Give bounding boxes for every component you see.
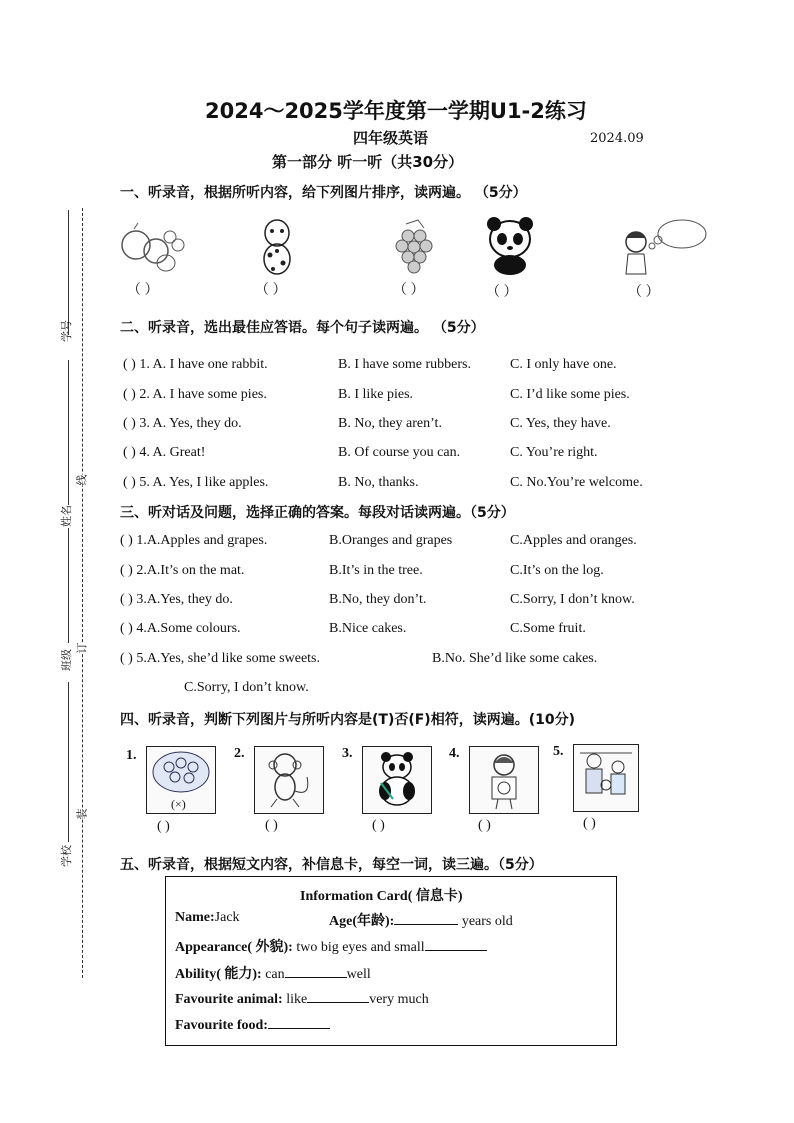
spotted-dog-picture xyxy=(255,215,300,277)
panda-s4-picture xyxy=(362,746,432,814)
s4-num-1: 1. xyxy=(126,748,137,763)
school-label: 学校 xyxy=(60,845,73,867)
card-age-row xyxy=(329,910,513,930)
section1-title: 一、听录音，根据所听内容，给下列图片排序，读两遍。 （5分） xyxy=(120,185,527,201)
grapes-picture xyxy=(388,218,438,276)
name-blank xyxy=(68,360,69,505)
ability-prefix: can xyxy=(265,967,285,982)
subtitle: 四年级英语 xyxy=(353,129,429,147)
age-label: Age(年龄): xyxy=(329,914,395,929)
s3-q1-c: C.Apples and oranges. xyxy=(510,533,637,548)
ability-suffix: well xyxy=(346,967,371,982)
answer-paren[interactable]: （ ） xyxy=(486,285,518,300)
food-label: Favourite food: xyxy=(175,1018,268,1033)
s2-q2-c: C. I’d like some pies. xyxy=(510,387,630,402)
zhuang-mark: 装 xyxy=(75,808,89,820)
card-ability-row xyxy=(175,963,371,983)
student-no-blank xyxy=(68,210,69,335)
s2-q5-a: ( ) 5. A. Yes, I like apples. xyxy=(123,475,269,490)
answer-paren[interactable]: （ ） xyxy=(255,283,287,298)
s2-q1-b: B. I have some rubbers. xyxy=(338,357,471,372)
answer-paren[interactable]: （ ） xyxy=(127,283,159,298)
grape-icon xyxy=(164,231,176,243)
section2-title: 二、听录音，选出最佳应答语。每个句子读两遍。 （5分） xyxy=(120,320,485,336)
line-mark: 线 xyxy=(75,474,89,486)
s3-q3-a: ( ) 3.A.Yes, they do. xyxy=(120,592,233,607)
girl-dreaming-picture xyxy=(620,216,710,276)
s2-q2-a: ( ) 2. A. I have some pies. xyxy=(123,387,267,402)
animal-blank[interactable] xyxy=(307,990,369,1003)
name-label: 姓名 xyxy=(60,505,73,527)
s3-q5-c: C.Sorry, I don’t know. xyxy=(184,680,309,695)
s3-q4-b: B.Nice cakes. xyxy=(329,621,407,636)
monkey-picture xyxy=(254,746,324,814)
part-title: 第一部分 听一听（共30分） xyxy=(272,153,464,171)
s2-q3-b: B. No, they aren’t. xyxy=(338,416,442,431)
name-value: Jack xyxy=(214,910,240,925)
s4-num-5: 5. xyxy=(553,744,564,759)
card-heading: Information Card( 信息卡) xyxy=(300,889,463,904)
s2-q1-c: C. I only have one. xyxy=(510,357,617,372)
s2-q1-a: ( ) 1. A. I have one rabbit. xyxy=(123,357,268,372)
appearance-blank[interactable] xyxy=(425,938,487,951)
s3-q5-b: B.No. She’d like some cakes. xyxy=(432,651,598,666)
grape-icon xyxy=(172,239,184,251)
card-name-row xyxy=(175,910,240,926)
s3-q3-b: B.No, they don’t. xyxy=(329,592,427,607)
class-blank xyxy=(68,528,69,643)
s3-q2-c: C.It’s on the log. xyxy=(510,563,604,578)
ability-blank[interactable] xyxy=(285,965,347,978)
s3-q2-b: B.It’s in the tree. xyxy=(329,563,423,578)
s2-q3-a: ( ) 3. A. Yes, they do. xyxy=(123,416,242,431)
appearance-label: Appearance( 外貌): xyxy=(175,940,293,955)
s3-q5-a: ( ) 5.A.Yes, she’d like some sweets. xyxy=(120,651,320,666)
answer-paren[interactable]: （ ） xyxy=(628,285,660,300)
s2-q4-b: B. Of course you can. xyxy=(338,445,461,460)
s2-q3-c: C. Yes, they have. xyxy=(510,416,611,431)
student-no-label: 学号 xyxy=(60,320,73,342)
s2-q4-a: ( ) 4. A. Great! xyxy=(123,445,206,460)
card-food-row xyxy=(175,1016,330,1034)
s2-q5-b: B. No, thanks. xyxy=(338,475,419,490)
page-title: 2024～2025学年度第一学期U1-2练习 xyxy=(205,99,587,123)
class-label: 班级 xyxy=(60,649,73,671)
card-appearance-row xyxy=(175,936,487,956)
ding-mark: 订 xyxy=(75,642,89,654)
information-card xyxy=(165,876,617,1046)
s4-answer-3[interactable]: ( ) xyxy=(372,818,385,833)
animal-label: Favourite animal: xyxy=(175,992,283,1007)
s2-q2-b: B. I like pies. xyxy=(338,387,414,402)
food-blank[interactable] xyxy=(268,1016,330,1029)
animal-prefix: like xyxy=(286,992,308,1007)
s4-answer-5[interactable]: ( ) xyxy=(583,816,596,831)
fruit-basket-picture xyxy=(118,215,188,275)
family-picture xyxy=(573,744,639,812)
s3-q1-b: B.Oranges and grapes xyxy=(329,533,453,548)
s4-answer-1[interactable]: ( ) xyxy=(157,819,170,834)
answer-paren[interactable]: （ ） xyxy=(393,283,425,298)
s3-q4-a: ( ) 4.A.Some colours. xyxy=(120,621,241,636)
binding-line xyxy=(82,208,83,978)
school-blank xyxy=(68,682,69,842)
s4-num-4: 4. xyxy=(449,746,460,761)
name-label: Name: xyxy=(175,910,215,925)
section3-title: 三、听对话及问题，选择正确的答案。每段对话读两遍。（5分） xyxy=(120,505,515,521)
example-mark: (×) xyxy=(171,797,186,811)
age-suffix: years old xyxy=(461,914,513,929)
ability-label: Ability( 能力): xyxy=(175,967,262,982)
card-animal-row xyxy=(175,990,429,1008)
appearance-value: two big eyes and small xyxy=(296,940,425,955)
animal-suffix: very much xyxy=(369,992,429,1007)
s4-num-3: 3. xyxy=(342,746,353,761)
s3-q1-a: ( ) 1.A.Apples and grapes. xyxy=(120,533,268,548)
s2-q5-c: C. No.You’re welcome. xyxy=(510,475,643,490)
s4-num-2: 2. xyxy=(234,746,245,761)
date: 2024.09 xyxy=(590,131,644,146)
s4-answer-4[interactable]: ( ) xyxy=(478,818,491,833)
s2-q4-c: C. You’re right. xyxy=(510,445,598,460)
panda-picture xyxy=(483,215,538,277)
section5-title: 五、听录音，根据短文内容，补信息卡，每空一词，读三遍。（5分） xyxy=(120,857,543,873)
s3-q3-c: C.Sorry, I don’t know. xyxy=(510,592,635,607)
s3-q2-a: ( ) 2.A.It’s on the mat. xyxy=(120,563,245,578)
fruit-icon xyxy=(144,239,168,263)
section4-title: 四、听录音，判断下列图片与所听内容是(T)否(F)相符，读两遍。(10分) xyxy=(120,712,575,728)
age-blank[interactable] xyxy=(394,912,458,925)
s3-q4-c: C.Some fruit. xyxy=(510,621,586,636)
girl-with-picture-picture xyxy=(469,746,539,814)
s4-answer-2[interactable]: ( ) xyxy=(265,818,278,833)
